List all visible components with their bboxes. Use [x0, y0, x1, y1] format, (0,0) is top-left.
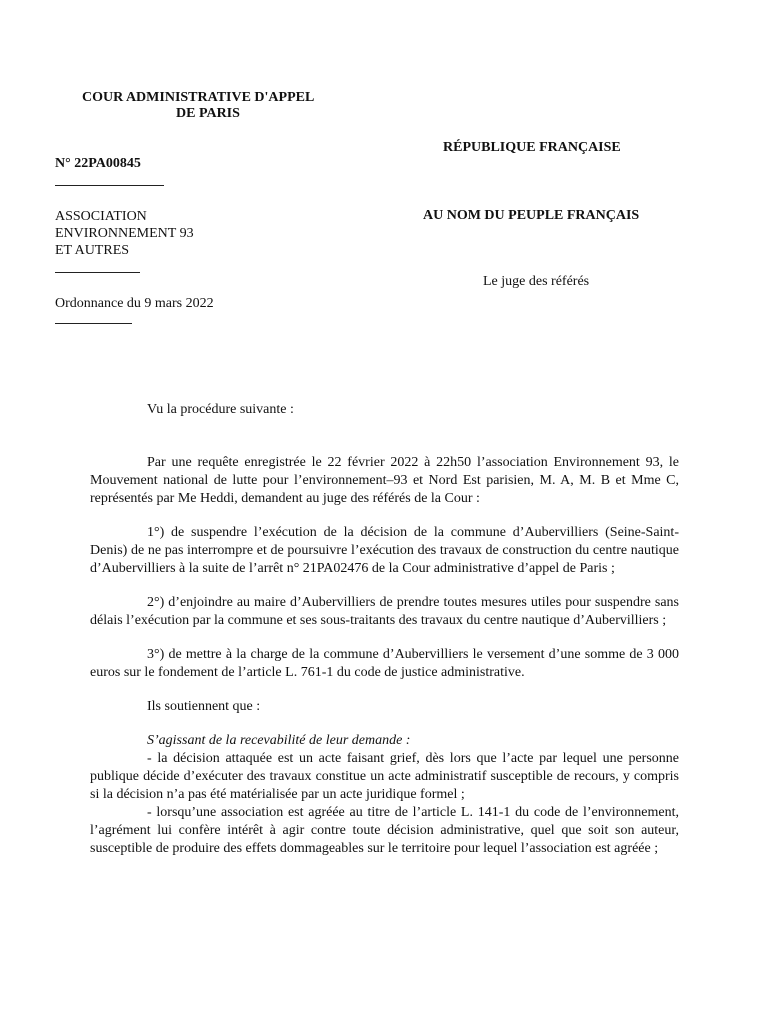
paragraph-argument-1: - la décision attaquée est un acte faisant grief, dès lors que l’acte par lequel une personne publique décide d’exécuter des travaux constitue un acte administratif susceptible de recours, y compris si la décision n’a pas été matérialisée par un acte juridique formel ;	[90, 751, 679, 802]
divider-3	[55, 323, 132, 324]
paragraph-claim-3: 3°) de mettre à la charge de la commune d’Aubervilliers le versement d’une somme de 3 000 euros sur le fondement de l’article L. 761-1 du code de justice administrative.	[90, 647, 679, 680]
order-date: Ordonnance du 9 mars 2022	[55, 296, 214, 311]
divider-2	[55, 272, 140, 273]
party-line-3: ET AUTRES	[55, 243, 130, 258]
subheading-admissibility: S’agissant de la recevabilité de leur demande :	[147, 733, 411, 748]
court-name-line2: DE PARIS	[176, 106, 240, 121]
paragraph-request: Par une requête enregistrée le 22 février 2022 à 22h50 l’association Environnement 93, le Mouvement national de lutte pour l’environnement–93 et Nord Est parisien, M. A, M. B et Mme C, représentés par Me Heddi, demandent au juge des référés de la Cour :	[90, 455, 679, 506]
party-line-1: ASSOCIATION	[55, 209, 147, 224]
in-the-name-heading: AU NOM DU PEUPLE FRANÇAIS	[423, 208, 640, 223]
paragraph-arguments-intro: Ils soutiennent que :	[147, 699, 261, 714]
case-number: N° 22PA00845	[55, 156, 141, 171]
intro-line: Vu la procédure suivante :	[147, 402, 294, 417]
body-text	[90, 454, 679, 858]
paragraph-claim-1: 1°) de suspendre l’exécution de la décision de la commune d’Aubervilliers (Seine-Saint-Denis) de ne pas interrompre et de poursuivre l’exécution des travaux de construction du centre nautique d’Aubervilliers à la suite de l’arrêt n° 21PA02476 de la Cour administrative d’appel de Paris ;	[90, 525, 679, 576]
judge-title: Le juge des référés	[483, 274, 590, 289]
republic-heading: RÉPUBLIQUE FRANÇAISE	[443, 140, 621, 155]
party-line-2: ENVIRONNEMENT 93	[55, 226, 194, 241]
divider-1	[55, 185, 164, 186]
court-name-line1: COUR ADMINISTRATIVE D'APPEL	[82, 90, 315, 105]
paragraph-argument-2: - lorsqu’une association est agréée au titre de l’article L. 141-1 du code de l’environnement, l’agrément lui confère intérêt à agir contre toute décision administrative, quel que soit son auteur, susceptible de produire des effets dommageables sur le territoire pour lequel l’association est agréée ;	[90, 805, 679, 856]
paragraph-claim-2: 2°) d’enjoindre au maire d’Aubervilliers de prendre toutes mesures utiles pour suspendre sans délais l’exécution par la commune et ses sous-traitants des travaux du centre nautique d’Aubervilliers ;	[90, 595, 679, 628]
